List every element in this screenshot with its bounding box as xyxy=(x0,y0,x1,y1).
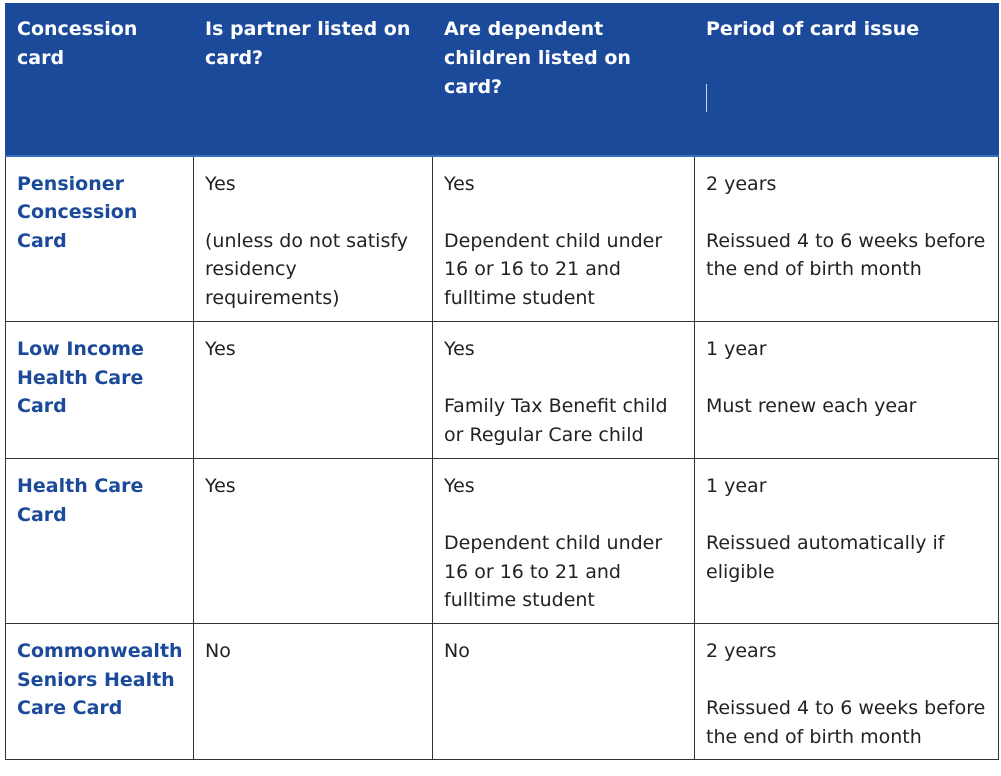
period-value: 1 year xyxy=(706,338,767,360)
partner-cell xyxy=(194,624,433,760)
table-row xyxy=(6,156,999,322)
period-note: Must renew each year xyxy=(706,395,917,417)
period-value: 2 years xyxy=(706,172,777,195)
partner-value: No xyxy=(205,640,231,662)
period-note: Reissued 4 to 6 weeks before the end of birth month xyxy=(706,229,986,280)
children-note: Dependent child under 16 or 16 to 21 and fulltime student xyxy=(444,229,663,309)
partner-value: Yes xyxy=(205,475,236,497)
period-note: Reissued automatically if eligible xyxy=(706,532,945,583)
card-name: Low Income Health Care Card xyxy=(6,322,194,459)
children-value: Yes xyxy=(444,475,475,497)
card-name: Health Care Card xyxy=(6,459,194,624)
partner-cell xyxy=(194,459,433,624)
children-cell xyxy=(433,624,695,760)
period-value: 1 year xyxy=(706,475,767,497)
card-name: Pensioner Concession Card xyxy=(6,156,194,322)
partner-cell xyxy=(194,156,433,322)
period-cell xyxy=(695,156,999,322)
table-row xyxy=(6,624,999,760)
children-value: Yes xyxy=(444,172,475,195)
partner-note: (unless do not satisfy residency requirements) xyxy=(205,229,408,309)
concession-card-table xyxy=(5,3,999,760)
children-cell xyxy=(433,459,695,624)
period-value: 2 years xyxy=(706,640,777,662)
text-cursor xyxy=(706,84,707,112)
period-note: Reissued 4 to 6 weeks before the end of birth month xyxy=(706,697,986,748)
period-cell xyxy=(695,459,999,624)
children-cell xyxy=(433,156,695,322)
header-partner-listed: Is partner listed on card? xyxy=(194,4,433,156)
partner-cell xyxy=(194,322,433,459)
partner-value: Yes xyxy=(205,338,236,360)
period-cell xyxy=(695,322,999,459)
header-period-of-issue xyxy=(695,4,999,156)
header-period-label: Period of card issue xyxy=(706,18,920,40)
partner-value: Yes xyxy=(205,172,236,195)
table-row xyxy=(6,322,999,459)
children-value: No xyxy=(444,640,470,662)
header-children-listed: Are dependent children listed on card? xyxy=(433,4,695,156)
period-cell xyxy=(695,624,999,760)
header-concession-card: Concession card xyxy=(6,4,194,156)
table-row xyxy=(6,459,999,624)
children-note: Dependent child under 16 or 16 to 21 and fulltime student xyxy=(444,532,663,611)
children-value: Yes xyxy=(444,338,475,360)
table-header-row xyxy=(6,4,999,156)
children-cell xyxy=(433,322,695,459)
card-name: Commonwealth Seniors Health Care Card xyxy=(6,624,194,760)
children-note: Family Tax Benefit child or Regular Care child xyxy=(444,395,668,446)
